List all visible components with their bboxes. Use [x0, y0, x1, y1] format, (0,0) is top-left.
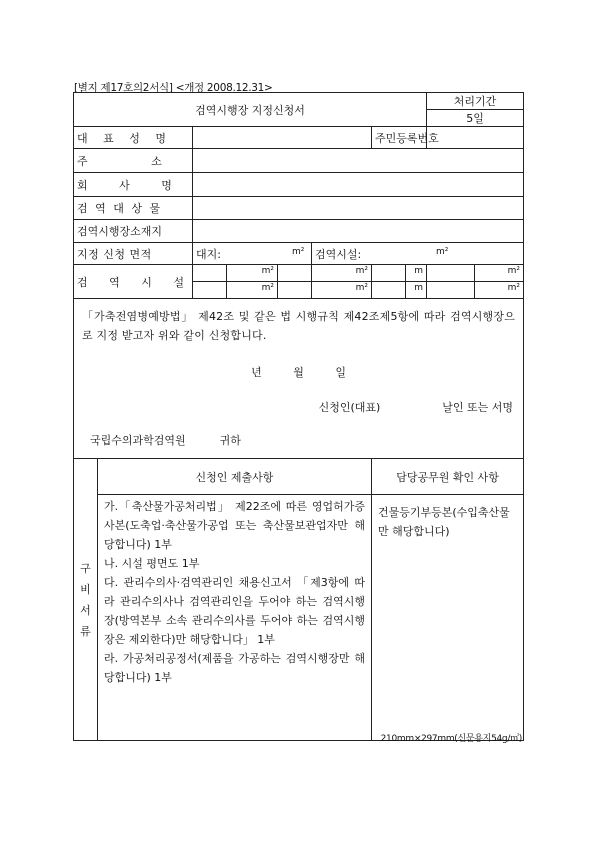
- facility-cell[interactable]: [427, 265, 475, 282]
- document-item: 다. 관리수의사·검역관리인 채용신고서 「제3항에 따라 관리수의사나 검역관리인을 두어야 하는 검역시행장(방역본부 소속 관리수의사를 두어야 하는 검역시행장은 제외한다)만 해당합니다」 1부: [104, 576, 365, 646]
- processing-value: 5일: [427, 110, 524, 127]
- target-field[interactable]: [193, 197, 524, 220]
- date-line[interactable]: 년 월 일: [251, 366, 346, 379]
- address-label: 주 소: [74, 149, 193, 173]
- representative-label: 대 표 성 명: [74, 127, 193, 149]
- application-statement: [74, 299, 524, 459]
- docs-header: 신청인 제출사항: [98, 459, 372, 495]
- facility-cell[interactable]: [227, 265, 278, 282]
- location-field[interactable]: [193, 220, 524, 243]
- facility-cell[interactable]: [312, 282, 372, 299]
- recipient-line: [82, 431, 515, 450]
- unit-label: m²: [355, 266, 368, 276]
- facility-cell[interactable]: [372, 282, 406, 299]
- facility-cell[interactable]: [278, 282, 312, 299]
- area-facility-label: 검역시설:: [315, 247, 362, 261]
- unit-label: m²: [507, 266, 521, 276]
- resident-number-field[interactable]: [427, 127, 524, 149]
- statement-text: 「가축전염병예방법」 제42조 및 같은 법 시행규칙 제42조제5항에 따라 검역시행장으로 지정 받고자 위와 같이 신청합니다.: [82, 310, 516, 342]
- processing-label: 처리기간: [427, 93, 524, 110]
- area-facility-unit: m²: [436, 247, 449, 257]
- facility-cell[interactable]: [475, 265, 524, 282]
- unit-label: m²: [355, 283, 368, 293]
- facility-label: 검 역 시 설: [74, 265, 193, 299]
- company-field[interactable]: [193, 173, 524, 197]
- signature-label: 날인 또는 서명: [442, 401, 514, 414]
- unit-label: m²: [507, 283, 521, 293]
- application-form: [73, 92, 524, 741]
- facility-cell[interactable]: [193, 282, 227, 299]
- facility-cell[interactable]: [427, 282, 475, 299]
- docs-side-label: 구 비 서 류: [74, 459, 98, 741]
- confirm-text: 건물등기부등본(수입축산물만 해당합니다): [372, 495, 524, 741]
- facility-cell[interactable]: [312, 265, 372, 282]
- location-label: 검역시행장소재지: [74, 220, 193, 243]
- facility-cell[interactable]: [372, 265, 406, 282]
- address-field[interactable]: [193, 149, 524, 173]
- document-item: 나. 시설 평면도 1부: [104, 557, 200, 570]
- unit-label: m²: [261, 283, 274, 293]
- confirm-header: 담당공무원 확인 사항: [372, 459, 524, 495]
- facility-cell[interactable]: [406, 282, 427, 299]
- unit-label: m: [414, 283, 424, 293]
- area-facility-field[interactable]: [312, 243, 524, 265]
- facility-cell[interactable]: [227, 282, 278, 299]
- area-land-unit: m²: [292, 247, 305, 257]
- unit-label: m²: [261, 266, 274, 276]
- unit-label: m: [414, 266, 424, 276]
- resident-number-label: 주민등록번호: [372, 127, 427, 149]
- facility-cell[interactable]: [406, 265, 427, 282]
- area-land-label: 대지:: [196, 247, 221, 261]
- recipient-name: 국립수의과학검역원: [90, 434, 186, 447]
- company-label: 회 사 명: [74, 173, 193, 197]
- area-land-field[interactable]: [193, 243, 312, 265]
- paper-size-footer: 210mm×297mm(신문용지54g/㎡): [380, 734, 522, 744]
- documents-list: [98, 495, 372, 741]
- applicant-line: [82, 398, 515, 417]
- applicant-label: 신청인(대표): [318, 401, 381, 414]
- area-label: 지정 신청 면적: [74, 243, 193, 265]
- facility-cell[interactable]: [193, 265, 227, 282]
- facility-cell[interactable]: [278, 265, 312, 282]
- form-title: 검역시행장 지정신청서: [74, 93, 427, 127]
- representative-field[interactable]: [193, 127, 372, 149]
- document-item: 가.「축산물가공처리법」 제22조에 따른 영업허가증 사본(도축업·축산물가공업 또는 축산물보관업자만 해당합니다) 1부: [104, 500, 365, 551]
- document-item: 라. 가공처리공정서(제품을 가공하는 검역시행장만 해당합니다) 1부: [104, 652, 365, 684]
- recipient-suffix: 귀하: [219, 434, 241, 447]
- target-label: 검 역 대 상 물: [74, 197, 193, 220]
- form-reference: [별지 제17호의2서식] <개정 2008.12.31>: [74, 82, 273, 94]
- facility-cell[interactable]: [475, 282, 524, 299]
